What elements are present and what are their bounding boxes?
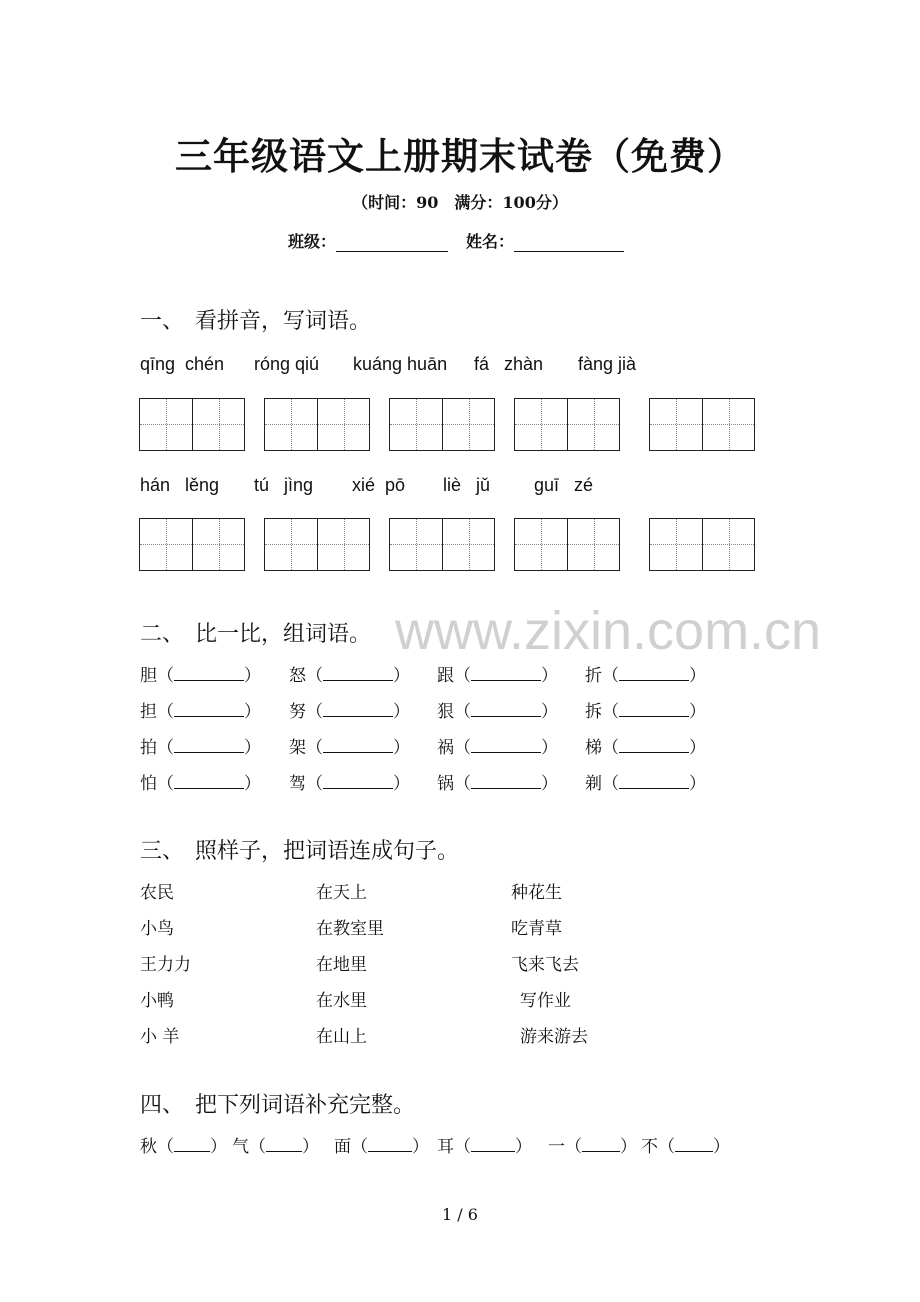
- answer-blank[interactable]: [323, 736, 393, 753]
- pinyin-1-1: qīng chén: [140, 354, 225, 374]
- pinyin-2-4: liè jǔ: [443, 475, 491, 495]
- pinyin-1-3: kuáng huān: [353, 354, 448, 374]
- place-word: 在地里: [316, 955, 367, 975]
- subject-word: 农民: [140, 883, 174, 903]
- answer-blank[interactable]: [471, 772, 541, 789]
- answer-blank[interactable]: [174, 664, 244, 681]
- compare-item: 架（ ）: [289, 738, 410, 758]
- compare-item: 努（ ）: [289, 702, 410, 722]
- page-number: 1 / 6: [442, 1205, 478, 1224]
- compare-item: 折（ ）: [585, 666, 706, 686]
- page-title: 三年级语文上册期末试卷（免费）: [175, 134, 745, 178]
- answer-blank[interactable]: [174, 1135, 210, 1152]
- class-blank[interactable]: [336, 233, 448, 252]
- compare-item: 梯（ ）: [585, 738, 706, 758]
- compare-item: 拆（ ）: [585, 702, 706, 722]
- answer-blank[interactable]: [174, 700, 244, 717]
- idiom-item: 耳（ ）: [437, 1137, 532, 1157]
- compare-item: 锅（ ）: [437, 774, 558, 794]
- name-field: [466, 229, 624, 252]
- subject-word: 小 羊: [140, 1027, 180, 1047]
- compare-item: 担（ ）: [140, 702, 261, 722]
- subject-word: 王力力: [140, 955, 191, 975]
- writing-grid[interactable]: [514, 398, 620, 451]
- compare-item: 怕（ ）: [140, 774, 261, 794]
- answer-blank[interactable]: [675, 1135, 713, 1152]
- subject-word: 小鸭: [140, 991, 174, 1011]
- compare-item: 狠（ ）: [437, 702, 558, 722]
- place-word: 在教室里: [316, 919, 384, 939]
- section4-heading: 四、 把下列词语补充完整。: [140, 1093, 416, 1118]
- compare-item: 拍（ ）: [140, 738, 261, 758]
- answer-blank[interactable]: [368, 1135, 412, 1152]
- place-word: 在山上: [316, 1027, 367, 1047]
- idiom-item: 面（ ）: [334, 1137, 429, 1157]
- answer-blank[interactable]: [323, 772, 393, 789]
- pinyin-2-2: tú jìng: [254, 475, 314, 495]
- answer-blank[interactable]: [471, 1135, 515, 1152]
- action-word: 种花生: [511, 883, 562, 903]
- answer-blank[interactable]: [471, 700, 541, 717]
- answer-blank[interactable]: [471, 736, 541, 753]
- watermark: www.zixin.com.cn: [395, 601, 822, 661]
- answer-blank[interactable]: [471, 664, 541, 681]
- pinyin-1-4: fá zhàn: [474, 354, 544, 374]
- idiom-item: 一（ ）: [548, 1137, 637, 1157]
- pinyin-2-3: xié pō: [352, 475, 406, 495]
- pinyin-1-2: róng qiú: [254, 354, 320, 374]
- pinyin-2-5: guī zé: [534, 475, 594, 495]
- compare-item: 驾（ ）: [289, 774, 410, 794]
- compare-item: 胆（ ）: [140, 666, 261, 686]
- action-word: 游来游去: [520, 1027, 588, 1047]
- section3-heading: 三、 照样子，把词语连成句子。: [140, 839, 460, 864]
- section2-heading: 二、 比一比，组词语。: [140, 622, 372, 647]
- answer-blank[interactable]: [266, 1135, 302, 1152]
- writing-grid[interactable]: [649, 398, 755, 451]
- answer-blank[interactable]: [323, 700, 393, 717]
- idiom-item: 气（ ）: [232, 1137, 319, 1157]
- answer-blank[interactable]: [582, 1135, 620, 1152]
- writing-grid[interactable]: [139, 398, 245, 451]
- idiom-item: 秋（ ）: [140, 1137, 227, 1157]
- compare-item: 祸（ ）: [437, 738, 558, 758]
- answer-blank[interactable]: [174, 772, 244, 789]
- writing-grid[interactable]: [264, 518, 370, 571]
- writing-grid[interactable]: [514, 518, 620, 571]
- idiom-item: 不（ ）: [641, 1137, 730, 1157]
- class-field: [288, 229, 448, 252]
- answer-blank[interactable]: [619, 772, 689, 789]
- pinyin-2-1: hán lěng: [140, 475, 220, 495]
- answer-blank[interactable]: [619, 736, 689, 753]
- name-label: 姓名：: [466, 232, 515, 251]
- name-blank[interactable]: [514, 233, 624, 252]
- place-word: 在天上: [316, 883, 367, 903]
- writing-grid[interactable]: [264, 398, 370, 451]
- writing-grid[interactable]: [389, 518, 495, 571]
- writing-grid[interactable]: [389, 398, 495, 451]
- answer-blank[interactable]: [619, 664, 689, 681]
- place-word: 在水里: [316, 991, 367, 1011]
- compare-item: 剃（ ）: [585, 774, 706, 794]
- compare-item: 跟（ ）: [437, 666, 558, 686]
- section1-heading: 一、 看拼音，写词语。: [140, 309, 372, 334]
- action-word: 吃青草: [511, 919, 562, 939]
- pinyin-1-5: fàng jià: [578, 354, 637, 374]
- subject-word: 小鸟: [140, 919, 174, 939]
- exam-time-score: （时间：90 满分：100分）: [352, 193, 568, 212]
- compare-item: 怒（ ）: [289, 666, 410, 686]
- answer-blank[interactable]: [619, 700, 689, 717]
- action-word: 飞来飞去: [511, 955, 579, 975]
- class-label: 班级：: [288, 232, 337, 251]
- answer-blank[interactable]: [323, 664, 393, 681]
- writing-grid[interactable]: [649, 518, 755, 571]
- action-word: 写作业: [520, 991, 571, 1011]
- writing-grid[interactable]: [139, 518, 245, 571]
- answer-blank[interactable]: [174, 736, 244, 753]
